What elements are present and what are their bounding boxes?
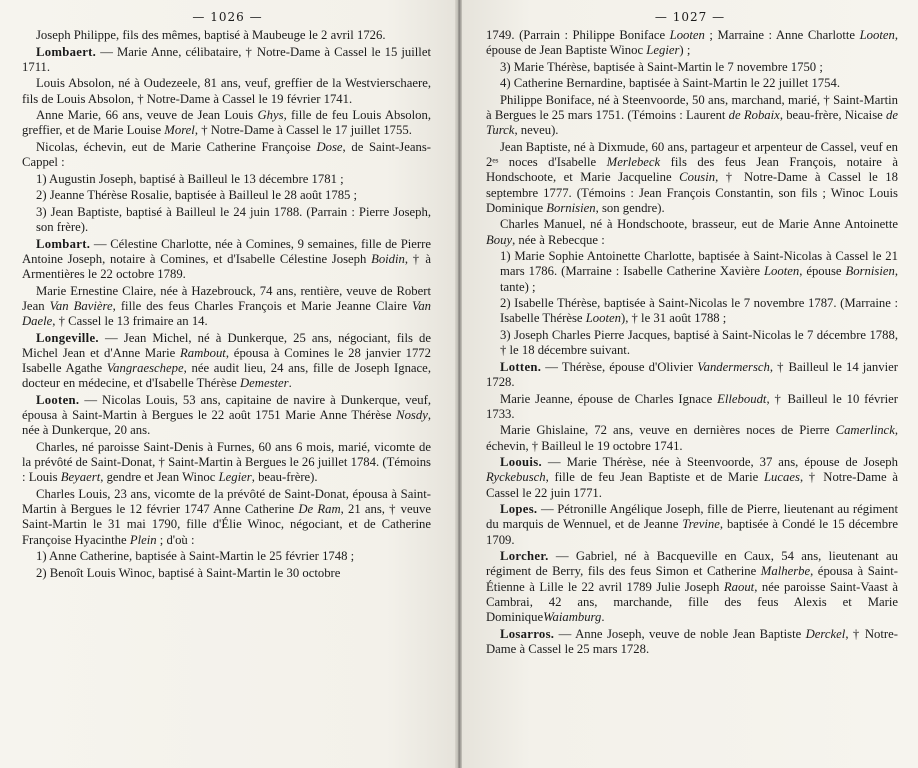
genealogy-entry: [486, 549, 898, 625]
right-page-body: [462, 28, 918, 657]
entry-text: , † Notre-Dame à Cassel le 18 septembre 1777. (Témoins : Jean François Constantin, son fils ; Winoc Louis Dominique: [486, 170, 898, 215]
entry-text: — Gabriel, né à Bacqueville en Caux, 54 ans, lieutenant au régiment de Berry, fils des feus Simon et Catherine: [486, 549, 898, 579]
entry-text: ), † le 31 août 1788 ;: [620, 311, 727, 326]
surname-heading: Longeville.: [36, 330, 99, 345]
italic-name: Camerlinck: [835, 423, 895, 438]
entry-text: , fille de feu Louis Absolon, greffier, et de Marie Louise: [22, 108, 431, 138]
genealogy-entry: [486, 28, 898, 58]
italic-name: Ghys: [257, 108, 284, 123]
entry-text: Charles Louis, 23 ans, vicomte de la prévôté de Saint-Donat, épousa à Saint-Martin à Bergues le 12 février 1747 Anne Catherine: [22, 486, 431, 517]
genealogy-entry: [486, 296, 898, 326]
entry-text: — Marie Thérèse, née à Steenvoorde, 37 ans, épouse de Joseph: [541, 455, 898, 470]
surname-heading: Lotten.: [500, 359, 542, 374]
entry-text: ; d'où :: [156, 532, 195, 547]
italic-name: Beyaert: [60, 470, 101, 485]
page-number-right: — 1027 —: [654, 10, 726, 24]
left-page-body: [0, 28, 455, 581]
genealogy-entry: [22, 487, 431, 548]
entry-text: , de Saint-Jeans-Cappel :: [22, 139, 431, 170]
italic-name: Bornisien: [845, 264, 895, 279]
italic-name: Dose: [316, 139, 343, 154]
italic-name: de Robaix: [728, 108, 780, 123]
italic-name: Plein: [129, 532, 157, 547]
italic-name: Malherbe: [760, 564, 811, 579]
entry-text: .: [288, 376, 292, 391]
genealogy-entry: [22, 237, 431, 283]
italic-name: Ryckebusch: [486, 470, 546, 485]
italic-name: Legier: [218, 470, 252, 485]
surname-heading: Lorcher.: [500, 549, 549, 564]
genealogy-entry: [22, 45, 431, 75]
entry-text: 2) Jeanne Thérèse Rosalie, baptisée à Bailleul le 28 août 1785 ;: [36, 188, 358, 203]
italic-name: Van Daele: [22, 298, 432, 329]
entry-text: , épousa à Comines le 28 janvier 1772 Isabelle Agathe: [22, 345, 431, 376]
genealogy-entry: [486, 423, 898, 453]
italic-name: de Turck: [486, 108, 898, 138]
entry-text: , baptisée à Condé le 15 décembre 1709.: [486, 517, 898, 547]
genealogy-entry: [22, 440, 431, 486]
italic-name: Looten: [859, 28, 895, 42]
entry-text: , beau-frère).: [251, 470, 318, 485]
surname-heading: Losarros.: [500, 626, 555, 641]
genealogy-entry: [486, 392, 898, 422]
italic-name: Nosdy: [396, 408, 428, 423]
entry-text: , † à Armentières le 22 octobre 1789.: [22, 251, 431, 282]
left-page: [0, 0, 455, 768]
entry-text: , fille des feus Charles François et Marie Jeanne Claire: [112, 298, 412, 313]
italic-name: Derckel: [805, 626, 846, 641]
entry-text: , 21 ans, † veuve Saint-Martin le 31 mai 1790, fille d'Élie Winoc, négociant, et de Catherine Françoise Hyacinthe: [22, 502, 431, 547]
entry-text: Jean Baptiste, né à Dixmude, 60 ans, partageur et arpenteur de Cassel, veuf en 2ᵉˢ noces d'Isabelle: [486, 139, 898, 170]
surname-heading: Lombart.: [36, 236, 91, 251]
entry-text: , son gendre).: [595, 200, 665, 215]
entry-text: Charles, né paroisse Saint-Denis à Furnes, 60 ans 6 mois, marié, vicomte de la prévôté de Saint-Donat, † Saint-Martin à Bergues le 26 juillet 1784. (Témoins : Louis: [22, 439, 431, 485]
entry-text: ; Marraine : Anne Charlotte: [704, 28, 860, 42]
entry-text: 4) Catherine Bernardine, baptisée à Saint-Martin le 22 juillet 1754.: [500, 76, 840, 91]
genealogy-entry: [486, 502, 898, 548]
italic-name: Cousin: [679, 170, 716, 185]
page-number-left: — 1026 —: [192, 10, 263, 24]
italic-name: Bouy: [486, 232, 513, 247]
entry-text: , née audit lieu, 24 ans, fille de Joseph Ignace, docteur en médecine, et d'Isabelle Thérèse: [22, 361, 431, 391]
genealogy-entry: [22, 172, 431, 187]
genealogy-entry: [486, 93, 898, 139]
entry-text: Joseph Philippe, fils des mêmes, baptisé à Maubeuge le 2 avril 1726.: [36, 28, 386, 42]
entry-text: — Marie Anne, célibataire, † Notre-Dame à Cassel le 15 juillet 1711.: [22, 44, 431, 74]
entry-text: 3) Joseph Charles Pierre Jacques, baptisé à Saint-Nicolas le 7 décembre 1788, † le 18 décembre suivant.: [500, 327, 898, 358]
genealogy-entry: [486, 76, 898, 91]
genealogy-entry: [22, 140, 431, 170]
italic-name: Morel: [164, 123, 195, 138]
entry-text: , épouse de Jean Baptiste Winoc: [486, 28, 898, 58]
entry-text: Nicolas, échevin, eut de Marie Catherine Françoise: [36, 139, 317, 154]
entry-text: fils des feus Jean François, notaire à Hondschoote, et Marie Jacqueline: [486, 155, 898, 185]
genealogy-entry: [486, 217, 898, 247]
entry-text: , † Notre-Dame à Cassel le 17 juillet 1755.: [194, 123, 412, 138]
italic-name: Boidin: [371, 251, 405, 266]
entry-text: 3) Jean Baptiste, baptisé à Bailleul le 24 juin 1788. (Parrain : Pierre Joseph, son frère).: [36, 204, 431, 235]
genealogy-entry: [486, 328, 898, 358]
genealogy-entry: [22, 108, 431, 138]
entry-text: Marie Ernestine Claire, née à Hazebrouck, 74 ans, rentière, veuve de Robert Jean: [22, 283, 431, 313]
entry-text: 1749. (Parrain : Philippe Boniface: [486, 28, 670, 42]
italic-name: Looten: [669, 28, 705, 42]
genealogy-entry: [22, 331, 431, 392]
genealogy-entry: [22, 76, 431, 106]
genealogy-entry: [22, 393, 431, 439]
italic-name: Trevine: [682, 517, 720, 532]
entry-text: — Thérèse, épouse d'Olivier: [541, 359, 698, 374]
entry-text: ) ;: [679, 43, 691, 58]
right-page: [462, 0, 918, 768]
entry-text: 1) Augustin Joseph, baptisé à Bailleul le 13 décembre 1781 ;: [36, 171, 344, 186]
italic-name: Looten: [585, 311, 621, 326]
entry-text: , épouse: [799, 264, 846, 279]
italic-name: Vangraeschepe: [106, 361, 184, 376]
genealogy-entry: [486, 60, 898, 75]
italic-name: Lucaes: [763, 470, 800, 485]
italic-name: Demester: [240, 376, 289, 391]
entry-text: , † Notre-Dame à Cassel le 22 juin 1771.: [486, 470, 898, 500]
entry-text: , échevin, † Bailleul le 19 octobre 1741.: [486, 423, 898, 453]
entry-text: , née paroisse Saint-Vaast à Cambrai, 42 ans, marchande, fille des feus Alexis et Marie Dominique: [486, 579, 898, 624]
italic-name: Raout: [723, 579, 755, 594]
entry-text: , fille de feu Jean Baptiste et de Marie: [545, 470, 764, 485]
surname-heading: Lopes.: [500, 502, 538, 517]
entry-text: , † Notre-Dame à Cassel le 25 mars 1728.: [486, 626, 898, 656]
italic-name: Waiamburg: [543, 609, 602, 624]
surname-heading: Loouis.: [500, 455, 542, 470]
entry-text: Philippe Boniface, né à Steenvoorde, 50 ans, marchand, marié, † Saint-Martin à Bergues le 25 mars 1751. (Témoins : Laurent: [486, 92, 898, 123]
italic-name: Looten: [763, 264, 800, 279]
entry-text: Marie Ghislaine, 72 ans, veuve en dernières noces de Pierre: [500, 423, 836, 438]
entry-text: , épousa à Saint-Étienne à Lille le 22 avril 1789 Julie Joseph: [486, 564, 899, 594]
italic-name: Rambout: [180, 345, 226, 360]
entry-text: , † Bailleul le 14 janvier 1728.: [486, 359, 898, 389]
entry-text: 1) Marie Sophie Antoinette Charlotte, baptisée à Saint-Nicolas à Cassel le 21 mars 1786. (Marraine : Isabelle Catherine Xavière: [500, 249, 898, 279]
italic-name: Elleboudt: [717, 391, 767, 406]
italic-name: De Ram: [298, 502, 341, 517]
entry-text: 1) Anne Catherine, baptisée à Saint-Martin le 25 février 1748 ;: [36, 549, 355, 564]
italic-name: Van Bavière: [49, 298, 113, 313]
entry-text: — Célestine Charlotte, née à Comines, 9 semaines, fille de Pierre Antoine Joseph, notaire à Comines, et d'Isabelle Célestine Joseph: [22, 236, 431, 266]
entry-text: , beau-frère, Nicaise: [779, 108, 886, 123]
entry-text: — Anne Joseph, veuve de noble Jean Baptiste: [554, 626, 806, 641]
genealogy-entry: [22, 188, 431, 203]
italic-name: Vandermersch: [697, 359, 770, 374]
genealogy-entry: [486, 249, 898, 295]
entry-text: — Jean Michel, né à Dunkerque, 25 ans, négociant, fils de Michel Jean et d'Anne Marie: [22, 330, 431, 360]
entry-text: — Pétronille Angélique Joseph, fille de Pierre, lieutenant au régiment du marquis de Wennuel, et de Jeanne: [486, 502, 898, 532]
genealogy-entry: [22, 284, 431, 330]
entry-text: Charles Manuel, né à Hondschoote, brasseur, eut de Marie Anne Antoinette: [500, 217, 898, 232]
entry-text: , neveu).: [514, 123, 559, 138]
genealogy-entry: [486, 455, 898, 501]
italic-name: Bornisien: [546, 200, 596, 215]
entry-text: 2) Isabelle Thérèse, baptisée à Saint-Nicolas le 7 novembre 1787. (Marraine : Isabelle Thérèse: [500, 296, 898, 326]
entry-text: Anne Marie, 66 ans, veuve de Jean Louis: [36, 108, 258, 123]
entry-text: , † Cassel le 13 frimaire an 14.: [52, 314, 208, 329]
genealogy-entry: [22, 549, 431, 564]
genealogy-entry: [486, 627, 898, 657]
entry-text: , tante) ;: [500, 264, 899, 294]
book-gutter: [455, 0, 462, 768]
italic-name: Legier: [646, 43, 680, 58]
entry-text: , née à Dunkerque, 20 ans.: [22, 408, 431, 438]
entry-text: Louis Absolon, né à Oudezeele, 81 ans, veuf, greffier de la Westvierschaere, fils de Louis Absolon, † Notre-Dame à Cassel le 19 février 1741.: [22, 76, 431, 106]
genealogy-entry: [22, 566, 431, 581]
genealogy-entry: [486, 360, 898, 390]
surname-heading: Lombaert.: [36, 44, 97, 59]
entry-text: 2) Benoît Louis Winoc, baptisé à Saint-Martin le 30 octobre: [36, 565, 341, 580]
entry-text: , † Bailleul le 10 février 1733.: [486, 391, 898, 421]
entry-text: .: [601, 609, 605, 624]
surname-heading: Looten.: [36, 392, 80, 407]
entry-text: 3) Marie Thérèse, baptisée à Saint-Martin le 7 novembre 1750 ;: [500, 59, 823, 74]
entry-text: Marie Jeanne, épouse de Charles Ignace: [500, 391, 718, 406]
genealogy-entry: [22, 205, 431, 235]
genealogy-entry: [22, 28, 431, 43]
italic-name: Merlebeck: [606, 155, 661, 170]
entry-text: , née à Rebecque :: [512, 232, 605, 247]
entry-text: — Nicolas Louis, 53 ans, capitaine de navire à Dunkerque, veuf, épousa à Saint-Martin à Bergues le 22 août 1751 Marie Anne Thérèse: [22, 392, 431, 423]
entry-text: , gendre et Jean Winoc: [100, 470, 219, 485]
genealogy-entry: [486, 140, 898, 216]
